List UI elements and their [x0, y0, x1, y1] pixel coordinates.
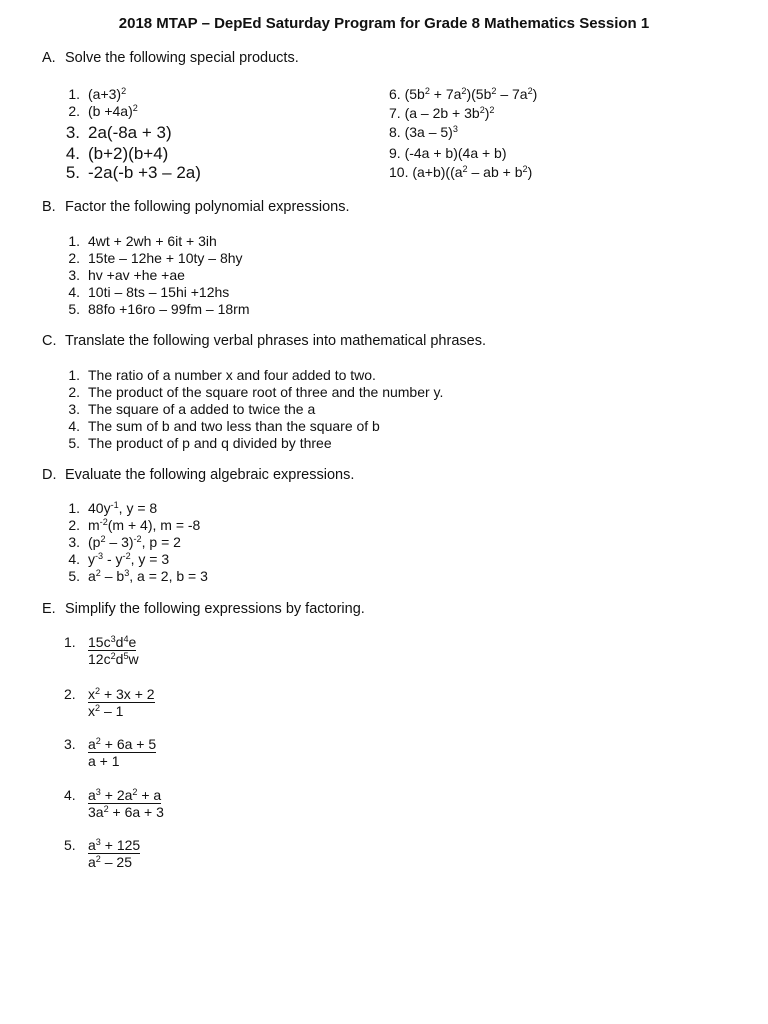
item-number: 5.	[64, 837, 76, 853]
section-letter: A.	[42, 50, 56, 66]
section-b-heading	[42, 199, 350, 215]
item-number: 2.	[68, 103, 80, 119]
section-heading-text: Simplify the following expressions by factoring.	[65, 601, 365, 617]
section-d-heading	[42, 467, 354, 483]
item-number: 5.	[65, 163, 80, 182]
section-heading-text: Factor the following polynomial expressions.	[65, 199, 350, 215]
section-letter: C.	[42, 333, 57, 349]
section-letter: D.	[42, 467, 57, 483]
item-text: (b+2)(b+4)	[88, 144, 169, 163]
section-e-heading	[42, 601, 365, 617]
item-number: 1.	[64, 634, 76, 650]
fraction-expression	[88, 634, 139, 667]
item-number: 1.	[68, 86, 80, 102]
item-text: The ratio of a number x and four added to two.	[88, 367, 376, 383]
item-text: The sum of b and two less than the square of b	[88, 418, 380, 434]
item-text: 6. $(5b^2 + 7a^2)(5b^2 - 7a^2)$	[389, 86, 538, 102]
item-text: $(b +4a)^2$	[88, 103, 138, 119]
fraction-numerator: $x^2 + 3x + 2$	[88, 686, 155, 702]
section-letter: E.	[42, 601, 56, 617]
fraction-expression	[88, 837, 140, 870]
item-text: 4wt + 2wh + 6it + 3ih	[88, 233, 217, 249]
item-text: -2a(-b +3 – 2a)	[88, 163, 201, 182]
item-number: 5.	[68, 568, 80, 584]
item-number: 4.	[68, 551, 80, 567]
fraction-denominator: a + 1	[88, 753, 120, 769]
fraction-expression	[88, 686, 155, 719]
section-letter: B.	[42, 199, 56, 215]
item-text: $y^{-3} - y^{-2}$, y = 3	[88, 551, 170, 567]
item-text: 10ti – 8ts – 15hi +12hs	[88, 284, 230, 300]
item-number: 2.	[68, 250, 80, 266]
item-text: $(p^2 - 3)^{-2}$, p = 2	[88, 534, 181, 550]
item-text: 15te – 12he + 10ty – 8hy	[88, 250, 243, 266]
item-number: 2.	[68, 384, 80, 400]
item-text: The square of a added to twice the a	[88, 401, 316, 417]
fraction-numerator: $a^2 + 6a + 5$	[88, 736, 157, 752]
item-number: 1.	[68, 233, 80, 249]
fraction-numerator: $15c^3d^4e$	[88, 634, 137, 650]
item-text: $a^2 - b^3$, a = 2, b = 3	[88, 568, 208, 584]
item-text: $(a+3)^2$	[88, 86, 127, 102]
item-number: 2.	[64, 686, 76, 702]
fraction-denominator: $3a^2 + 6a + 3$	[88, 804, 164, 820]
fraction-denominator: $a^2 - 25$	[88, 854, 132, 870]
fraction-denominator: $12c^2d^5w$	[88, 651, 139, 667]
item-text: $40y^{-1}$, y = 8	[88, 500, 158, 516]
item-text: $m^{-2}(m + 4)$, m = -8	[88, 517, 201, 533]
section-c-heading	[42, 333, 486, 349]
item-number: 3.	[64, 736, 76, 752]
item-text: The product of p and q divided by three	[88, 435, 332, 451]
fraction-numerator: $a^3 + 125$	[88, 837, 141, 853]
item-number: 4.	[68, 284, 80, 300]
section-heading-text: Solve the following special products.	[65, 50, 299, 66]
item-text: 9. (-4a + b)(4a + b)	[389, 145, 507, 161]
section-a-heading	[42, 50, 299, 66]
item-number: 5.	[68, 301, 80, 317]
item-text: 10. $(a+b)((a^2$ – ab + $b^2$)	[389, 164, 533, 180]
item-number: 5.	[68, 435, 80, 451]
item-number: 2.	[68, 517, 80, 533]
page-title: 2018 MTAP – DepEd Saturday Program for Grade 8 Mathematics Session 1	[118, 15, 650, 32]
item-text: 8. (3a – 5)$^3$	[389, 124, 458, 140]
fraction-expression	[88, 787, 164, 820]
item-text: hv +av +he +ae	[88, 267, 185, 283]
section-heading-text: Evaluate the following algebraic expressions.	[65, 467, 355, 483]
item-number: 1.	[68, 367, 80, 383]
item-text: 2a(-8a + 3)	[88, 123, 172, 142]
item-number: 4.	[65, 144, 80, 163]
item-number: 3.	[68, 267, 80, 283]
item-number: 4.	[68, 418, 80, 434]
item-text: The product of the square root of three and the number y.	[88, 384, 444, 400]
section-heading-text: Translate the following verbal phrases into mathematical phrases.	[65, 333, 486, 349]
item-number: 3.	[68, 401, 80, 417]
item-number: 1.	[68, 500, 80, 516]
item-text: 7. $(a - 2b + 3b^2)^2$	[389, 105, 495, 121]
fraction-expression	[88, 736, 156, 769]
fraction-denominator: $x^2 - 1$	[88, 703, 124, 719]
item-number: 3.	[65, 123, 80, 142]
item-text: 88fo +16ro – 99fm – 18rm	[88, 301, 250, 317]
fraction-numerator: $a^3 + 2a^2 + a$	[88, 787, 162, 803]
item-number: 4.	[64, 787, 76, 803]
item-number: 3.	[68, 534, 80, 550]
